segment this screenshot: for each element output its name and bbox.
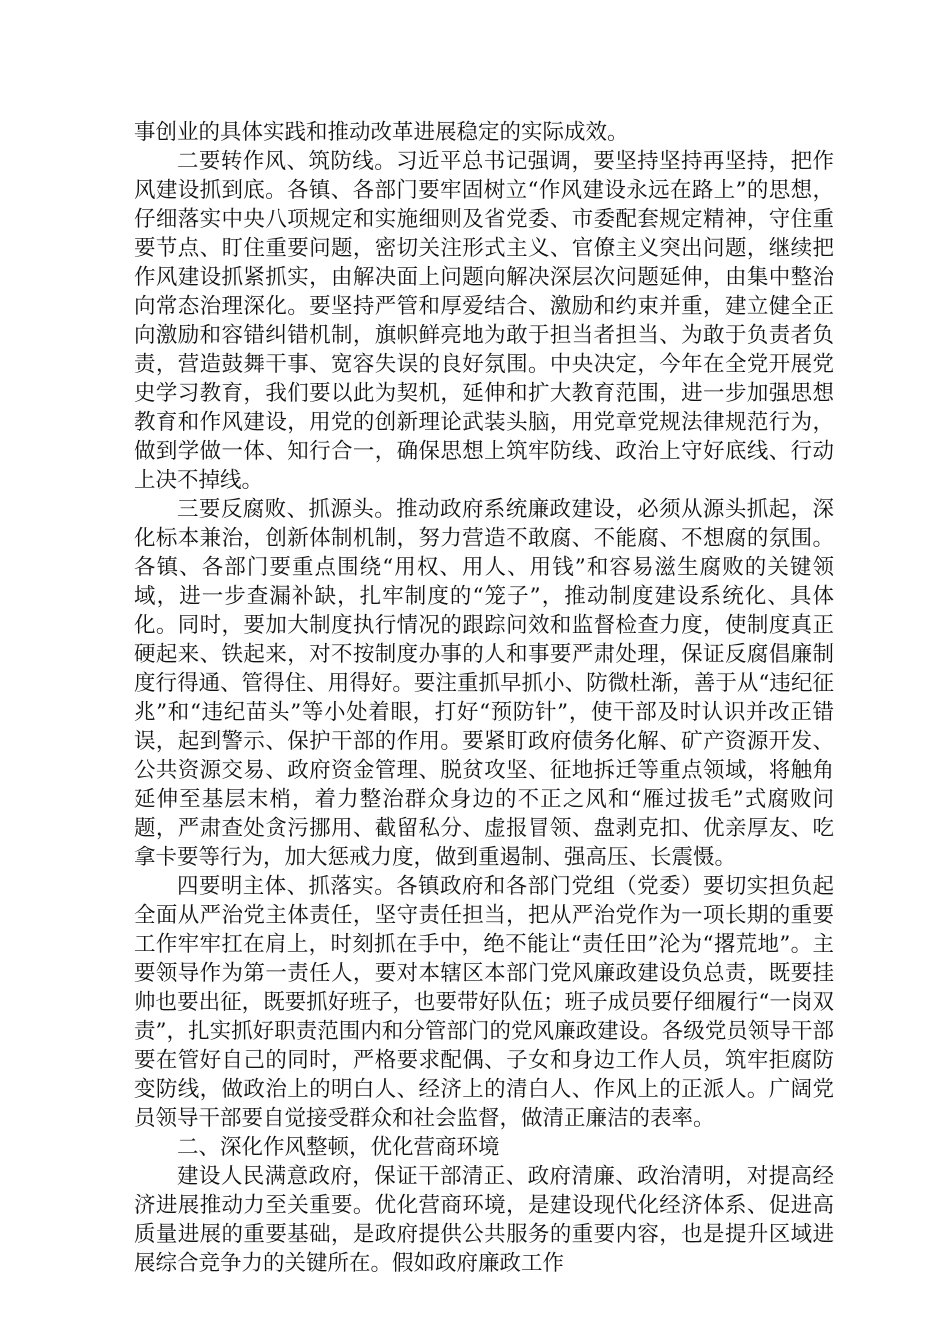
paragraph-business-environment: 建设人民满意政府，保证干部清正、政府清廉、政治清明，对提高经济进展推动力至关重要。优化营商环境，是建设现代化经济体系、促进高质量进展的重要基础，是政府提供公共服务的重要内容，也是提升区域进展综合竞争力的关键所在。假如政府廉政工作: [134, 1164, 834, 1276]
paragraph-responsibility: 四要明主体、抓落实。各镇政府和各部门党组（党委）要切实担负起全面从严治党主体责任，坚守责任担当，把从严治党作为一项长期的重要工作牢牢扛在肩上，时刻抓在手中，绝不能让“责任田”沦为“撂荒地”。主要领导作为第一责任人，要对本辖区本部门党风廉政建设负总责，既要挂帅也要出征，既要抓好班子，也要带好队伍；班子成员要仔细履行“一岗双责”，扎实抓好职责范围内和分管部门的党风廉政建设。各级党员领导干部要在管好自己的同时，严格要求配偶、子女和身边工作人员，筑牢拒腐防变防线，做政治上的明白人、经济上的清白人、作风上的正派人。广阔党员领导干部要自觉接受群众和社会监督，做清正廉洁的表率。: [134, 874, 834, 1131]
document-page: [134, 118, 834, 1278]
paragraph-anti-corruption: 三要反腐败、抓源头。推动政府系统廉政建设，必须从源头抓起，深化标本兼治，创新体制机制，努力营造不敢腐、不能腐、不想腐的氛围。各镇、各部门要重点围绕“用权、用人、用钱”和容易滋生腐败的关键领域，进一步查漏补缺，扎牢制度的“笼子”，推动制度建设系统化、具体化。同时，要加大制度执行情况的跟踪问效和监督检查力度，使制度真正硬起来、铁起来，对不按制度办事的人和事要严肃处理，保证反腐倡廉制度行得通、管得住、用得好。要注重抓早抓小、防微杜渐，善于从“违纪征兆”和“违纪苗头”等小处着眼，打好“预防针”，使干部及时认识并改正错误，起到警示、保护干部的作用。要紧盯政府债务化解、矿产资源开发、公共资源交易、政府资金管理、脱贫攻坚、征地拆迁等重点领域，将触角延伸至基层末梢，着力整治群众身边的不正之风和“雁过拔毛”式腐败问题，严肃查处贪污挪用、截留私分、虚报冒领、盘剥克扣、优亲厚友、吃拿卡要等行为，加大惩戒力度，做到重遏制、强高压、长震慑。: [134, 497, 834, 870]
section-heading: 二、深化作风整顿，优化营商环境: [177, 1135, 500, 1160]
paragraph-work-style: 二要转作风、筑防线。习近平总书记强调，要坚持坚持再坚持，把作风建设抓到底。各镇、各部门要牢固树立“作风建设永远在路上”的思想，仔细落实中央八项规定和实施细则及省党委、市委配套规定精神，守住重要节点、盯住重要问题，密切关注形式主义、官僚主义突出问题，继续把作风建设抓紧抓实，由解决面上问题向解决深层次问题延伸，由集中整治向常态治理深化。要坚持严管和厚爱结合、激励和约束并重，建立健全正向激励和容错纠错机制，旗帜鲜亮地为敢于担当者担当、为敢于负责者负责，营造鼓舞干事、宽容失误的良好氛围。中央决定，今年在全党开展党史学习教育，我们要以此为契机，延伸和扩大教育范围，进一步加强思想教育和作风建设，用党的创新理论武装头脑，用党章党规法律规范行为，做到学做一体、知行合一，确保思想上筑牢防线、政治上守好底线、行动上决不掉线。: [134, 149, 834, 493]
paragraph-continuation: 事创业的具体实践和推动改革进展稳定的实际成效。: [134, 120, 629, 145]
